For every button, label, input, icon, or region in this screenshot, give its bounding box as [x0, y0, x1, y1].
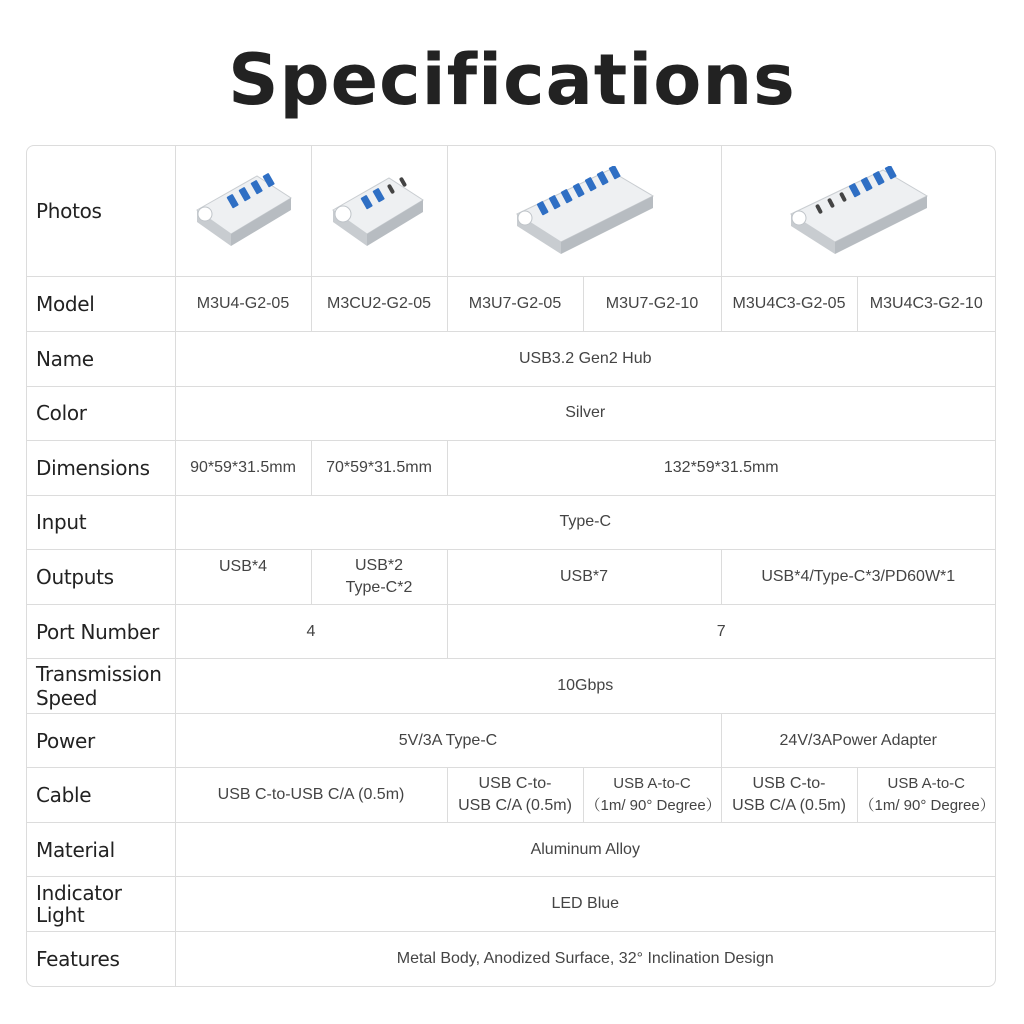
model-cell: M3U7-G2-05 [447, 276, 583, 331]
input-cell: Type-C [175, 495, 995, 549]
model-cell: M3CU2-G2-05 [311, 276, 447, 331]
row-model [27, 276, 995, 331]
port-number-cell: 7 [447, 605, 995, 659]
row-port-number [27, 605, 995, 659]
cable-line: USB C/A (0.5m) [458, 797, 572, 815]
speed-cell: 10Gbps [175, 659, 995, 714]
dimensions-cell: 132*59*31.5mm [447, 440, 995, 495]
cable-line: USB C/A (0.5m) [732, 797, 846, 815]
port-number-cell: 4 [175, 605, 447, 659]
row-label: Photos [27, 146, 175, 276]
cable-cell [721, 768, 857, 823]
row-label: Input [27, 495, 175, 549]
row-material [27, 823, 995, 877]
row-label: Color [27, 386, 175, 440]
name-cell: USB3.2 Gen2 Hub [175, 331, 995, 386]
row-label: Name [27, 331, 175, 386]
row-label: Power [27, 714, 175, 768]
cable-line: （1m/ 90° Degree） [585, 797, 721, 815]
row-label: Cable [27, 768, 175, 823]
power-cell: 24V/3APower Adapter [721, 714, 995, 768]
cable-line: USB A-to-C [887, 775, 966, 793]
cable-cell [857, 768, 995, 823]
cable-line: （1m/ 90° Degree） [859, 797, 995, 815]
row-outputs [27, 549, 995, 604]
photo-hub-4port [175, 146, 311, 276]
color-cell: Silver [175, 386, 995, 440]
features-cell: Metal Body, Anodized Surface, 32° Inclination Design [175, 932, 995, 986]
row-label: Outputs [27, 549, 175, 604]
row-indicator-light [27, 877, 995, 932]
row-label: Transmission Speed [27, 659, 175, 714]
cable-cell [583, 768, 721, 823]
photo-hub-2usb-2c [311, 146, 447, 276]
row-name [27, 331, 995, 386]
outputs-cell [311, 549, 447, 604]
cable-line: USB A-to-C [613, 775, 691, 793]
row-photos [27, 146, 995, 276]
spec-table [26, 145, 996, 987]
photo-hub-4usb-3c [721, 146, 995, 276]
row-dimensions [27, 440, 995, 495]
row-label: Dimensions [27, 440, 175, 495]
outputs-cell: USB*4 [175, 549, 311, 604]
power-cell: 5V/3A Type-C [175, 714, 721, 768]
material-cell: Aluminum Alloy [175, 823, 995, 877]
row-cable [27, 768, 995, 823]
cable-line: USB C-to- [478, 775, 552, 793]
row-color [27, 386, 995, 440]
cable-cell [447, 768, 583, 823]
dimensions-cell: 90*59*31.5mm [175, 440, 311, 495]
model-cell: M3U7-G2-10 [583, 276, 721, 331]
model-cell: M3U4C3-G2-10 [857, 276, 995, 331]
page-title: Specifications [228, 39, 796, 121]
outputs-cell: USB*7 [447, 549, 721, 604]
outputs-line: Type-C*2 [345, 578, 413, 596]
photo-hub-7port [447, 146, 721, 276]
model-cell: M3U4-G2-05 [175, 276, 311, 331]
row-label: Indicator Light [27, 877, 175, 932]
row-label: Model [27, 276, 175, 331]
indicator-light-cell: LED Blue [175, 877, 995, 932]
row-label: Material [27, 823, 175, 877]
model-cell: M3U4C3-G2-05 [721, 276, 857, 331]
row-label: Port Number [27, 605, 175, 659]
outputs-cell: USB*4/Type-C*3/PD60W*1 [721, 549, 995, 604]
cable-cell: USB C-to-USB C/A (0.5m) [175, 768, 447, 823]
dimensions-cell: 70*59*31.5mm [311, 440, 447, 495]
outputs-line: USB*2 [354, 556, 404, 574]
row-label: Features [27, 932, 175, 986]
row-input [27, 495, 995, 549]
cable-line: USB C-to- [752, 775, 826, 793]
row-features [27, 932, 995, 986]
row-transmission-speed [27, 659, 995, 714]
row-power [27, 714, 995, 768]
